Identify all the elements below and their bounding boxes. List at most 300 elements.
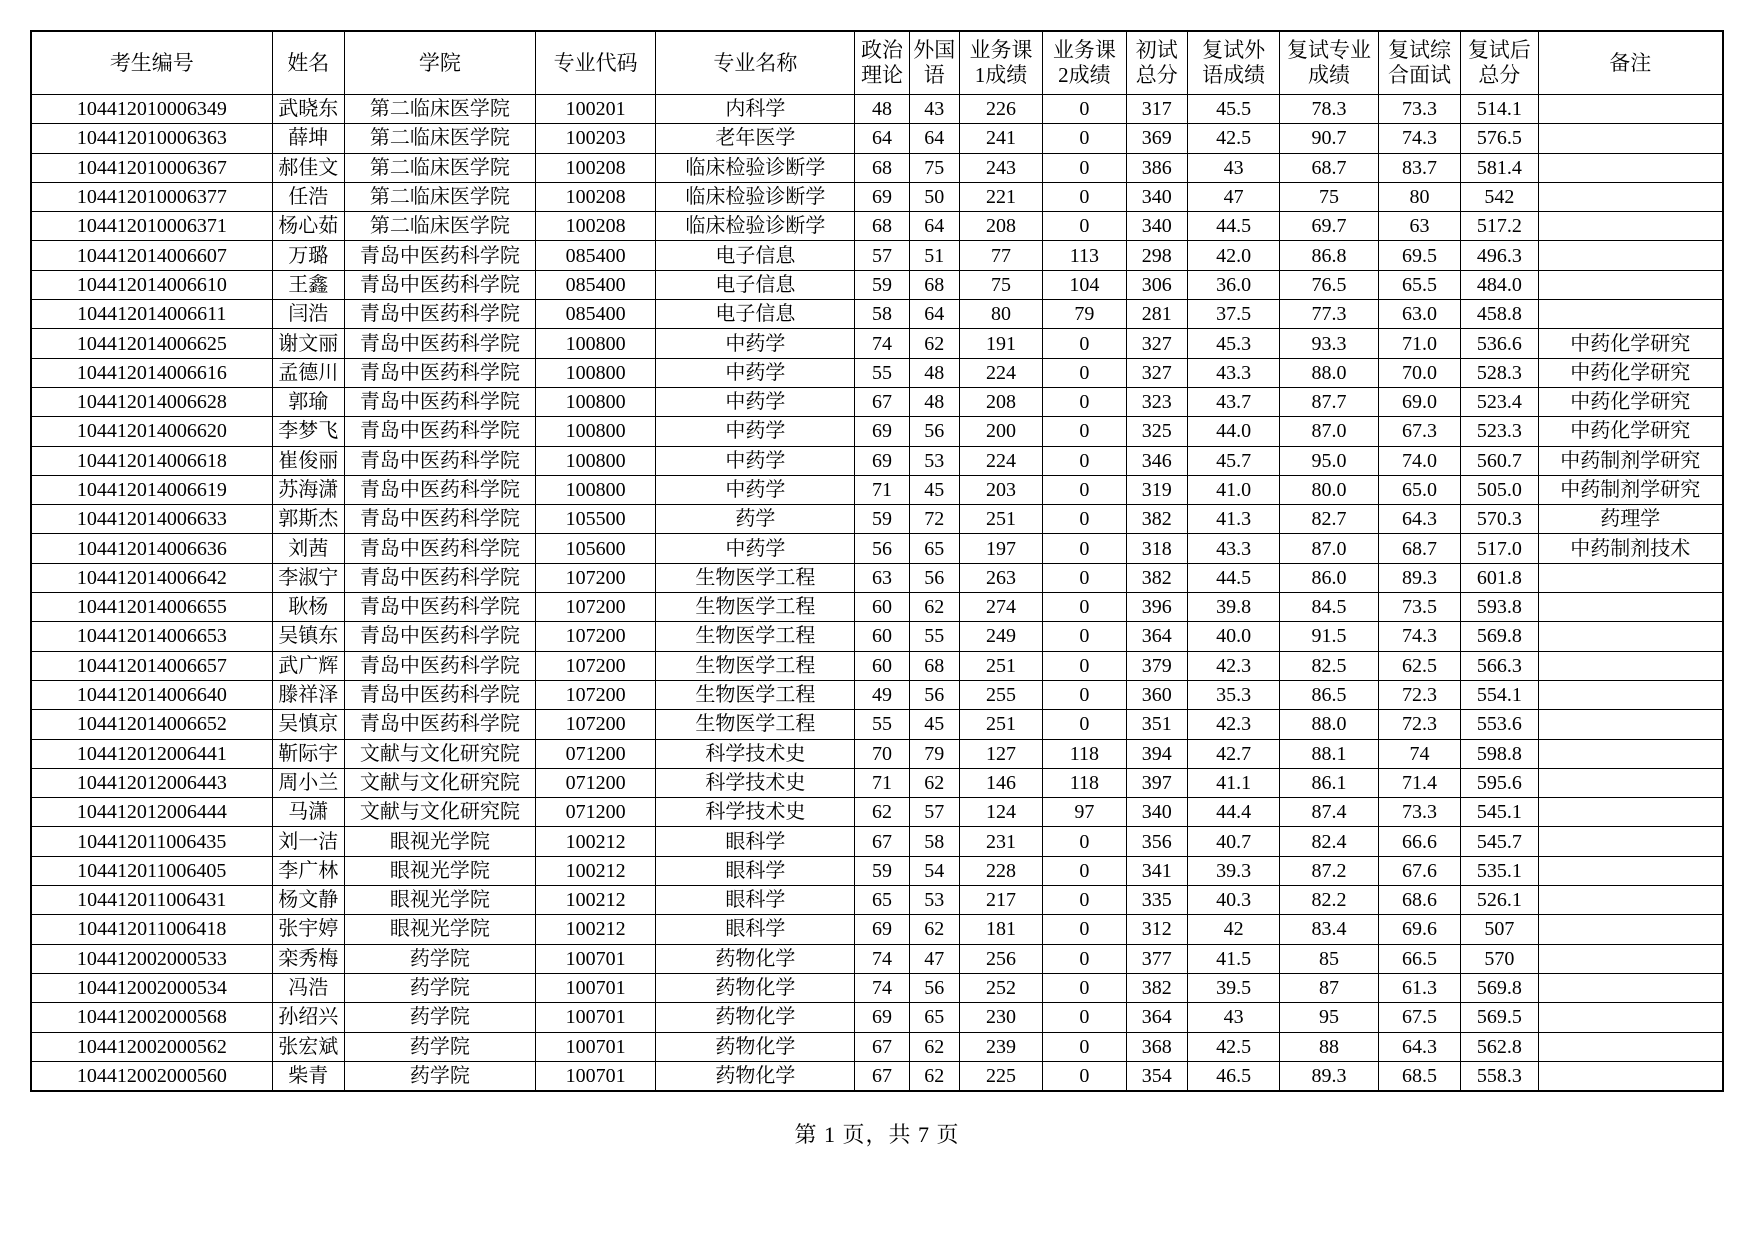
cell-subject1-score: 181 — [959, 915, 1042, 944]
cell-foreign-language: 62 — [909, 593, 959, 622]
cell-major-code: 100212 — [535, 915, 656, 944]
cell-major-name: 药物化学 — [656, 973, 855, 1002]
cell-initial-total: 382 — [1126, 505, 1187, 534]
cell-candidate-id: 104412010006349 — [31, 95, 272, 124]
cell-subject1-score: 217 — [959, 886, 1042, 915]
header-label-line1: 业务课 — [1052, 38, 1116, 63]
cell-candidate-id: 104412014006628 — [31, 387, 272, 416]
cell-retest-major: 76.5 — [1280, 270, 1378, 299]
cell-candidate-id: 104412014006636 — [31, 534, 272, 563]
cell-major-code: 100208 — [535, 182, 656, 211]
cell-college: 药学院 — [344, 1061, 535, 1091]
cell-retest-foreign: 44.5 — [1187, 212, 1279, 241]
cell-retest-foreign: 41.0 — [1187, 475, 1279, 504]
cell-foreign-language: 62 — [909, 1061, 959, 1091]
cell-subject2-score: 118 — [1043, 739, 1126, 768]
cell-college: 青岛中医药科学院 — [344, 563, 535, 592]
cell-retest-foreign: 46.5 — [1187, 1061, 1279, 1091]
cell-remark — [1538, 1003, 1723, 1032]
cell-subject2-score: 79 — [1043, 300, 1126, 329]
cell-retest-major: 88.1 — [1280, 739, 1378, 768]
cell-subject1-score: 231 — [959, 827, 1042, 856]
cell-final-total: 569.8 — [1461, 973, 1538, 1002]
cell-candidate-id: 104412014006619 — [31, 475, 272, 504]
cell-major-code: 100800 — [535, 329, 656, 358]
cell-politics: 74 — [855, 973, 909, 1002]
cell-subject1-score: 239 — [959, 1032, 1042, 1061]
table-row — [31, 622, 1723, 651]
cell-final-total: 576.5 — [1461, 124, 1538, 153]
cell-retest-interview: 61.3 — [1378, 973, 1460, 1002]
cell-initial-total: 356 — [1126, 827, 1187, 856]
cell-name: 谢文丽 — [272, 329, 344, 358]
cell-retest-interview: 69.5 — [1378, 241, 1460, 270]
cell-name: 王鑫 — [272, 270, 344, 299]
cell-final-total: 507 — [1461, 915, 1538, 944]
cell-retest-foreign: 35.3 — [1187, 680, 1279, 709]
cell-retest-foreign: 43 — [1187, 1003, 1279, 1032]
cell-name: 马潇 — [272, 798, 344, 827]
cell-remark — [1538, 95, 1723, 124]
header-label-line1: 外国 — [913, 38, 956, 63]
cell-retest-major: 87 — [1280, 973, 1378, 1002]
cell-initial-total: 354 — [1126, 1061, 1187, 1091]
cell-remark: 中药制剂学研究 — [1538, 475, 1723, 504]
cell-retest-major: 86.5 — [1280, 680, 1378, 709]
cell-retest-major: 77.3 — [1280, 300, 1378, 329]
column-header-final-total — [1461, 31, 1538, 95]
cell-major-code: 100212 — [535, 827, 656, 856]
header-label: 考生编号 — [109, 50, 194, 75]
cell-major-code: 100208 — [535, 212, 656, 241]
cell-major-name: 生物医学工程 — [656, 680, 855, 709]
cell-remark — [1538, 680, 1723, 709]
cell-retest-major: 84.5 — [1280, 593, 1378, 622]
cell-politics: 64 — [855, 124, 909, 153]
cell-final-total: 560.7 — [1461, 446, 1538, 475]
cell-subject2-score: 0 — [1043, 827, 1126, 856]
cell-politics: 65 — [855, 886, 909, 915]
table-row — [31, 856, 1723, 885]
cell-major-name: 眼科学 — [656, 886, 855, 915]
header-label: 学院 — [418, 50, 461, 75]
cell-politics: 59 — [855, 856, 909, 885]
cell-politics: 74 — [855, 329, 909, 358]
cell-name: 张宏斌 — [272, 1032, 344, 1061]
cell-remark: 中药化学研究 — [1538, 358, 1723, 387]
cell-politics: 69 — [855, 1003, 909, 1032]
cell-candidate-id: 104412014006652 — [31, 710, 272, 739]
cell-politics: 59 — [855, 505, 909, 534]
cell-initial-total: 394 — [1126, 739, 1187, 768]
cell-subject1-score: 241 — [959, 124, 1042, 153]
cell-college: 青岛中医药科学院 — [344, 680, 535, 709]
cell-final-total: 593.8 — [1461, 593, 1538, 622]
cell-final-total: 595.6 — [1461, 768, 1538, 797]
cell-initial-total: 318 — [1126, 534, 1187, 563]
cell-retest-interview: 70.0 — [1378, 358, 1460, 387]
cell-foreign-language: 62 — [909, 1032, 959, 1061]
cell-college: 第二临床医学院 — [344, 182, 535, 211]
table-row — [31, 1003, 1723, 1032]
cell-college: 青岛中医药科学院 — [344, 417, 535, 446]
cell-college: 青岛中医药科学院 — [344, 270, 535, 299]
cell-final-total: 458.8 — [1461, 300, 1538, 329]
cell-politics: 67 — [855, 1032, 909, 1061]
cell-politics: 71 — [855, 475, 909, 504]
cell-college: 药学院 — [344, 1003, 535, 1032]
cell-major-name: 电子信息 — [656, 241, 855, 270]
column-header-retest-foreign — [1187, 31, 1279, 95]
cell-subject2-score: 0 — [1043, 563, 1126, 592]
cell-major-name: 科学技术史 — [656, 798, 855, 827]
cell-initial-total: 364 — [1126, 1003, 1187, 1032]
cell-major-name: 中药学 — [656, 358, 855, 387]
cell-major-code: 100212 — [535, 886, 656, 915]
cell-retest-interview: 64.3 — [1378, 1032, 1460, 1061]
cell-subject2-score: 0 — [1043, 387, 1126, 416]
cell-candidate-id: 104412014006640 — [31, 680, 272, 709]
cell-remark — [1538, 856, 1723, 885]
cell-major-code: 107200 — [535, 593, 656, 622]
cell-major-code: 100800 — [535, 417, 656, 446]
cell-major-name: 电子信息 — [656, 270, 855, 299]
cell-subject2-score: 0 — [1043, 124, 1126, 153]
cell-retest-major: 82.5 — [1280, 651, 1378, 680]
cell-final-total: 562.8 — [1461, 1032, 1538, 1061]
cell-major-code: 100800 — [535, 475, 656, 504]
cell-final-total: 505.0 — [1461, 475, 1538, 504]
cell-subject1-score: 203 — [959, 475, 1042, 504]
cell-subject1-score: 80 — [959, 300, 1042, 329]
cell-retest-foreign: 42 — [1187, 915, 1279, 944]
column-header-major-code — [535, 31, 656, 95]
cell-politics: 69 — [855, 915, 909, 944]
table-row — [31, 886, 1723, 915]
cell-subject1-score: 252 — [959, 973, 1042, 1002]
cell-college: 青岛中医药科学院 — [344, 241, 535, 270]
cell-retest-interview: 63.0 — [1378, 300, 1460, 329]
cell-retest-major: 87.4 — [1280, 798, 1378, 827]
cell-politics: 58 — [855, 300, 909, 329]
column-header-foreign-language — [909, 31, 959, 95]
cell-retest-major: 95.0 — [1280, 446, 1378, 475]
cell-major-name: 科学技术史 — [656, 739, 855, 768]
cell-candidate-id: 104412012006444 — [31, 798, 272, 827]
cell-politics: 60 — [855, 651, 909, 680]
cell-name: 崔俊丽 — [272, 446, 344, 475]
cell-college: 眼视光学院 — [344, 856, 535, 885]
cell-subject1-score: 208 — [959, 212, 1042, 241]
cell-politics: 49 — [855, 680, 909, 709]
cell-initial-total: 317 — [1126, 95, 1187, 124]
cell-subject1-score: 224 — [959, 446, 1042, 475]
cell-major-name: 电子信息 — [656, 300, 855, 329]
cell-foreign-language: 51 — [909, 241, 959, 270]
cell-foreign-language: 48 — [909, 358, 959, 387]
cell-subject2-score: 0 — [1043, 973, 1126, 1002]
table-body — [31, 95, 1723, 1092]
cell-major-code: 100701 — [535, 1032, 656, 1061]
cell-college: 第二临床医学院 — [344, 212, 535, 241]
header-label: 备注 — [1609, 50, 1652, 75]
cell-major-code: 100701 — [535, 973, 656, 1002]
cell-retest-major: 85 — [1280, 944, 1378, 973]
header-label-line1: 复试后 — [1467, 38, 1531, 63]
header-label-line1: 业务课 — [969, 38, 1033, 63]
cell-college: 青岛中医药科学院 — [344, 593, 535, 622]
cell-retest-interview: 68.7 — [1378, 534, 1460, 563]
cell-politics: 57 — [855, 241, 909, 270]
cell-name: 郭斯杰 — [272, 505, 344, 534]
cell-initial-total: 397 — [1126, 768, 1187, 797]
cell-subject2-score: 97 — [1043, 798, 1126, 827]
table-row — [31, 768, 1723, 797]
cell-retest-interview: 65.5 — [1378, 270, 1460, 299]
cell-subject2-score: 113 — [1043, 241, 1126, 270]
table-row — [31, 563, 1723, 592]
cell-retest-foreign: 42.3 — [1187, 651, 1279, 680]
cell-initial-total: 306 — [1126, 270, 1187, 299]
cell-subject2-score: 0 — [1043, 358, 1126, 387]
column-header-subject1-score — [959, 31, 1042, 95]
cell-retest-major: 78.3 — [1280, 95, 1378, 124]
table-row — [31, 95, 1723, 124]
cell-name: 任浩 — [272, 182, 344, 211]
cell-retest-interview: 72.3 — [1378, 710, 1460, 739]
cell-major-code: 105500 — [535, 505, 656, 534]
cell-initial-total: 341 — [1126, 856, 1187, 885]
cell-major-name: 眼科学 — [656, 915, 855, 944]
cell-final-total: 545.7 — [1461, 827, 1538, 856]
cell-subject1-score: 243 — [959, 153, 1042, 182]
cell-major-code: 107200 — [535, 651, 656, 680]
cell-retest-foreign: 45.3 — [1187, 329, 1279, 358]
cell-major-name: 中药学 — [656, 446, 855, 475]
cell-retest-major: 87.0 — [1280, 417, 1378, 446]
cell-college: 青岛中医药科学院 — [344, 475, 535, 504]
table-row — [31, 358, 1723, 387]
cell-retest-interview: 72.3 — [1378, 680, 1460, 709]
cell-major-name: 中药学 — [656, 387, 855, 416]
cell-retest-major: 68.7 — [1280, 153, 1378, 182]
cell-major-code: 085400 — [535, 300, 656, 329]
cell-retest-interview: 65.0 — [1378, 475, 1460, 504]
cell-foreign-language: 79 — [909, 739, 959, 768]
cell-college: 眼视光学院 — [344, 915, 535, 944]
cell-subject1-score: 124 — [959, 798, 1042, 827]
cell-retest-interview: 68.6 — [1378, 886, 1460, 915]
cell-foreign-language: 65 — [909, 1003, 959, 1032]
table-row — [31, 329, 1723, 358]
table-row — [31, 534, 1723, 563]
cell-subject2-score: 0 — [1043, 710, 1126, 739]
cell-foreign-language: 48 — [909, 387, 959, 416]
cell-major-name: 中药学 — [656, 329, 855, 358]
cell-major-code: 100701 — [535, 1061, 656, 1091]
cell-candidate-id: 104412014006611 — [31, 300, 272, 329]
cell-major-name: 老年医学 — [656, 124, 855, 153]
cell-foreign-language: 47 — [909, 944, 959, 973]
header-label-line2: 2成绩 — [1058, 63, 1111, 87]
cell-name: 闫浩 — [272, 300, 344, 329]
cell-remark — [1538, 1061, 1723, 1091]
cell-politics: 55 — [855, 710, 909, 739]
cell-final-total: 554.1 — [1461, 680, 1538, 709]
cell-retest-foreign: 39.3 — [1187, 856, 1279, 885]
cell-major-name: 药物化学 — [656, 944, 855, 973]
cell-retest-foreign: 37.5 — [1187, 300, 1279, 329]
header-label-line1: 复试综 — [1387, 38, 1451, 63]
cell-subject2-score: 0 — [1043, 446, 1126, 475]
cell-retest-interview: 67.6 — [1378, 856, 1460, 885]
column-header-retest-major — [1280, 31, 1378, 95]
cell-initial-total: 327 — [1126, 358, 1187, 387]
cell-politics: 60 — [855, 622, 909, 651]
cell-subject2-score: 0 — [1043, 1003, 1126, 1032]
cell-college: 药学院 — [344, 1032, 535, 1061]
cell-candidate-id: 104412002000568 — [31, 1003, 272, 1032]
cell-retest-major: 87.2 — [1280, 856, 1378, 885]
table-row — [31, 915, 1723, 944]
cell-retest-foreign: 42.7 — [1187, 739, 1279, 768]
cell-major-code: 085400 — [535, 270, 656, 299]
cell-foreign-language: 53 — [909, 446, 959, 475]
cell-initial-total: 319 — [1126, 475, 1187, 504]
cell-college: 文献与文化研究院 — [344, 739, 535, 768]
header-row — [31, 31, 1723, 95]
cell-candidate-id: 104412012006441 — [31, 739, 272, 768]
cell-politics: 59 — [855, 270, 909, 299]
cell-major-name: 中药学 — [656, 417, 855, 446]
table-row — [31, 944, 1723, 973]
cell-retest-major: 90.7 — [1280, 124, 1378, 153]
table-row — [31, 1061, 1723, 1091]
cell-remark — [1538, 182, 1723, 211]
cell-college: 青岛中医药科学院 — [344, 329, 535, 358]
cell-retest-major: 89.3 — [1280, 1061, 1378, 1091]
cell-subject2-score: 0 — [1043, 886, 1126, 915]
cell-final-total: 528.3 — [1461, 358, 1538, 387]
cell-major-name: 生物医学工程 — [656, 710, 855, 739]
cell-foreign-language: 72 — [909, 505, 959, 534]
cell-subject2-score: 0 — [1043, 417, 1126, 446]
cell-initial-total: 364 — [1126, 622, 1187, 651]
cell-foreign-language: 56 — [909, 973, 959, 1002]
cell-retest-interview: 74.3 — [1378, 622, 1460, 651]
header-label-line1: 复试外 — [1202, 38, 1266, 63]
cell-retest-interview: 69.0 — [1378, 387, 1460, 416]
cell-retest-interview: 69.6 — [1378, 915, 1460, 944]
cell-subject2-score: 0 — [1043, 212, 1126, 241]
cell-retest-interview: 66.6 — [1378, 827, 1460, 856]
cell-name: 靳际宇 — [272, 739, 344, 768]
cell-remark: 中药制剂技术 — [1538, 534, 1723, 563]
table-header — [31, 31, 1723, 95]
cell-initial-total: 351 — [1126, 710, 1187, 739]
cell-college: 青岛中医药科学院 — [344, 710, 535, 739]
column-header-candidate-id — [31, 31, 272, 95]
cell-major-code: 100701 — [535, 1003, 656, 1032]
cell-remark — [1538, 124, 1723, 153]
cell-subject2-score: 0 — [1043, 915, 1126, 944]
table-row — [31, 270, 1723, 299]
cell-candidate-id: 104412014006642 — [31, 563, 272, 592]
cell-major-code: 085400 — [535, 241, 656, 270]
cell-major-name: 眼科学 — [656, 856, 855, 885]
cell-remark — [1538, 944, 1723, 973]
cell-candidate-id: 104412012006443 — [31, 768, 272, 797]
cell-major-name: 药物化学 — [656, 1032, 855, 1061]
cell-foreign-language: 75 — [909, 153, 959, 182]
header-label: 专业名称 — [713, 50, 798, 75]
cell-initial-total: 312 — [1126, 915, 1187, 944]
table-row — [31, 1032, 1723, 1061]
cell-candidate-id: 104412002000562 — [31, 1032, 272, 1061]
cell-name: 苏海潇 — [272, 475, 344, 504]
cell-name: 栾秀梅 — [272, 944, 344, 973]
cell-subject2-score: 0 — [1043, 856, 1126, 885]
table-row — [31, 417, 1723, 446]
cell-retest-foreign: 41.5 — [1187, 944, 1279, 973]
cell-retest-interview: 73.5 — [1378, 593, 1460, 622]
cell-foreign-language: 45 — [909, 475, 959, 504]
cell-politics: 55 — [855, 358, 909, 387]
cell-remark — [1538, 915, 1723, 944]
cell-politics: 56 — [855, 534, 909, 563]
cell-major-name: 中药学 — [656, 475, 855, 504]
cell-subject2-score: 0 — [1043, 651, 1126, 680]
cell-initial-total: 281 — [1126, 300, 1187, 329]
cell-final-total: 570.3 — [1461, 505, 1538, 534]
column-header-name — [272, 31, 344, 95]
cell-retest-foreign: 39.5 — [1187, 973, 1279, 1002]
cell-foreign-language: 68 — [909, 651, 959, 680]
admission-results-table — [30, 30, 1724, 1092]
cell-major-name: 中药学 — [656, 534, 855, 563]
cell-name: 郭瑜 — [272, 387, 344, 416]
cell-major-name: 临床检验诊断学 — [656, 182, 855, 211]
cell-remark: 中药化学研究 — [1538, 417, 1723, 446]
cell-foreign-language: 50 — [909, 182, 959, 211]
table-row — [31, 710, 1723, 739]
cell-initial-total: 369 — [1126, 124, 1187, 153]
cell-foreign-language: 64 — [909, 124, 959, 153]
cell-candidate-id: 104412011006418 — [31, 915, 272, 944]
cell-politics: 60 — [855, 593, 909, 622]
column-header-major-name — [656, 31, 855, 95]
cell-name: 冯浩 — [272, 973, 344, 1002]
cell-subject2-score: 0 — [1043, 95, 1126, 124]
cell-retest-major: 83.4 — [1280, 915, 1378, 944]
cell-subject2-score: 118 — [1043, 768, 1126, 797]
cell-retest-foreign: 42.5 — [1187, 1032, 1279, 1061]
cell-initial-total: 346 — [1126, 446, 1187, 475]
table-row — [31, 300, 1723, 329]
cell-retest-major: 93.3 — [1280, 329, 1378, 358]
cell-subject1-score: 255 — [959, 680, 1042, 709]
cell-foreign-language: 55 — [909, 622, 959, 651]
cell-subject1-score: 200 — [959, 417, 1042, 446]
cell-major-name: 药物化学 — [656, 1003, 855, 1032]
column-header-subject2-score — [1043, 31, 1126, 95]
cell-candidate-id: 104412010006377 — [31, 182, 272, 211]
cell-college: 青岛中医药科学院 — [344, 387, 535, 416]
cell-name: 杨心茹 — [272, 212, 344, 241]
cell-major-code: 071200 — [535, 739, 656, 768]
cell-major-name: 生物医学工程 — [656, 651, 855, 680]
cell-remark — [1538, 300, 1723, 329]
